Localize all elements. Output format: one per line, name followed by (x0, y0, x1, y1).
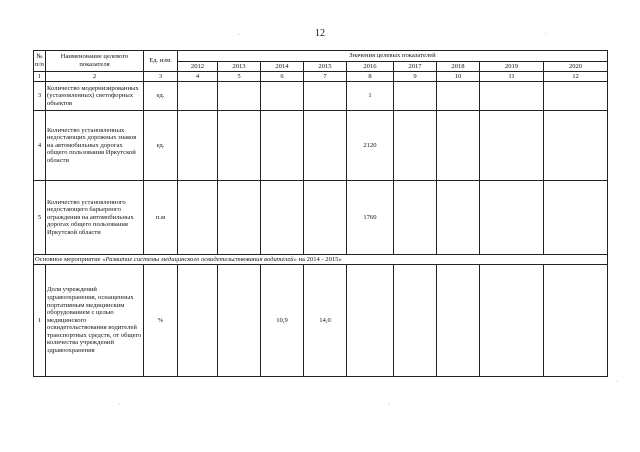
row-value (394, 265, 437, 377)
row-value (480, 265, 544, 377)
header-year: 2018 (437, 62, 480, 72)
row-value (394, 181, 437, 255)
column-index: 1 (34, 72, 46, 82)
row-value: 1 (347, 82, 394, 111)
row-value (178, 181, 218, 255)
row-value (304, 111, 347, 181)
row-value (178, 111, 218, 181)
page-number: 12 (315, 28, 325, 39)
header-year: 2015 (304, 62, 347, 72)
row-value (394, 82, 437, 111)
row-value: 1760 (347, 181, 394, 255)
row-name: Доля учреждений здравоохранения, оснащенных портативным медицинским оборудованием с целью медицинского освидетельствования водителей транспортных средств, от общего количества учреждений здравоохранения (46, 265, 144, 377)
column-index-row (34, 72, 608, 82)
section-row (34, 255, 608, 265)
row-value (544, 82, 608, 111)
row-value (218, 111, 261, 181)
row-value (218, 181, 261, 255)
row-value (218, 265, 261, 377)
row-num: 5 (34, 181, 46, 255)
header-num: № п/п (34, 51, 46, 72)
scan-speck: · (388, 402, 390, 408)
column-index: 7 (304, 72, 347, 82)
column-index: 8 (347, 72, 394, 82)
column-index: 4 (178, 72, 218, 82)
row-unit: % (144, 265, 178, 377)
row-value (304, 82, 347, 111)
row-name: Количество установленных недостающих дорожных знаков на автомобильных дорогах общего пользования Иркутской области (46, 111, 144, 181)
column-index: 6 (261, 72, 304, 82)
target-indicators-table (33, 50, 608, 377)
row-value: 2120 (347, 111, 394, 181)
row-unit: п.м (144, 181, 178, 255)
table-row (34, 265, 608, 377)
column-index: 12 (544, 72, 608, 82)
row-value (480, 82, 544, 111)
row-value (394, 111, 437, 181)
row-value (304, 181, 347, 255)
row-value (544, 181, 608, 255)
section-title (34, 255, 608, 265)
header-name: Наименование целевого показателя (46, 51, 144, 72)
column-index: 9 (394, 72, 437, 82)
row-unit: ед. (144, 82, 178, 111)
row-value (218, 82, 261, 111)
row-value (437, 265, 480, 377)
header-values: Значения целевых показателей (178, 51, 608, 62)
row-name: Количество установленного недостающего барьерного ограждения на автомобильных дорогах общего пользования Иркутской области (46, 181, 144, 255)
table-row (34, 181, 608, 255)
row-value: 14,0 (304, 265, 347, 377)
row-value (544, 111, 608, 181)
row-num: 4 (34, 111, 46, 181)
header-year: 2012 (178, 62, 218, 72)
column-index: 10 (437, 72, 480, 82)
table-row (34, 111, 608, 181)
row-num: 3 (34, 82, 46, 111)
row-value (544, 265, 608, 377)
row-value (261, 82, 304, 111)
row-unit: ед. (144, 111, 178, 181)
column-index: 5 (218, 72, 261, 82)
table-row (34, 82, 608, 111)
header-year: 2013 (218, 62, 261, 72)
scan-speck: · (238, 32, 240, 38)
row-value (261, 181, 304, 255)
header-year: 2014 (261, 62, 304, 72)
row-value: 10,9 (261, 265, 304, 377)
row-value (437, 181, 480, 255)
section-suffix: » на 2014 - 2015» (293, 255, 342, 263)
header-unit: Ед. изм. (144, 51, 178, 72)
row-num: 1 (34, 265, 46, 377)
scan-speck: · (616, 379, 618, 385)
column-index: 3 (144, 72, 178, 82)
row-value (261, 111, 304, 181)
column-index: 2 (46, 72, 144, 82)
section-prefix: Основное мероприятие « (35, 255, 106, 263)
row-value (347, 265, 394, 377)
row-value (178, 82, 218, 111)
scan-speck: · (545, 31, 547, 37)
header-year: 2019 (480, 62, 544, 72)
row-value (480, 181, 544, 255)
column-index: 11 (480, 72, 544, 82)
header-year: 2016 (347, 62, 394, 72)
header-year: 2017 (394, 62, 437, 72)
section-italic: Развитие системы медицинского освидетельствования водителей (105, 255, 294, 263)
row-value (437, 82, 480, 111)
scan-speck: · (118, 402, 120, 408)
row-value (480, 111, 544, 181)
row-value (178, 265, 218, 377)
row-value (437, 111, 480, 181)
header-year: 2020 (544, 62, 608, 72)
row-name: Количество модернизированных (установленных) светофорных объектов (46, 82, 144, 111)
